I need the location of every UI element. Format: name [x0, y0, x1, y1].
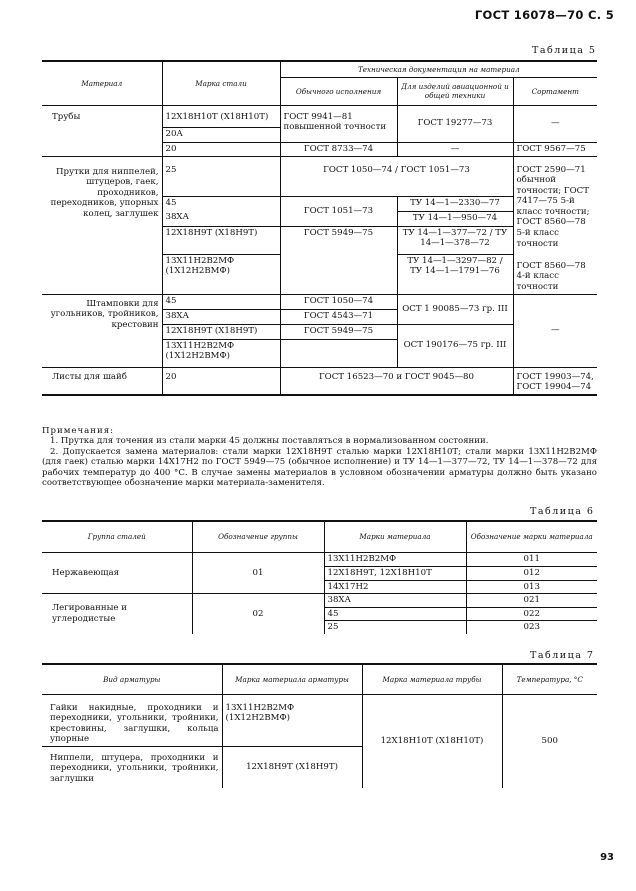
t5-cell: Прутки для ниппелей, штуцеров, гаек, проходников, переходников, упорных колец, заглушек: [42, 156, 162, 294]
t6-cell: 013: [466, 580, 597, 594]
t5-head-aviation: Для изделий авиационной и общей техники: [397, 77, 513, 105]
t7-cell: Гайки накидные, проходники и переходники, угольники, тройники, крестовины, заглушки, кольца упорные: [50, 702, 219, 745]
t5-cell: ГОСТ 1050—74: [280, 294, 397, 309]
t6-cell: 022: [466, 607, 597, 621]
t5-cell: —: [513, 294, 597, 367]
t7-head: Марка материала трубы: [362, 664, 502, 694]
t5-cell: ТУ 14—1—3297—82 / ТУ 14—1—1791—76: [397, 254, 513, 294]
t6-cell: 14Х17Н2: [324, 580, 466, 594]
t5-cell: ГОСТ 8560—78 4-й класс точности: [513, 254, 597, 294]
t5-cell: ГОСТ 9567—75: [513, 142, 597, 156]
table-6: [42, 520, 597, 634]
t5-cell: —: [513, 105, 597, 142]
note-item: 2. Допускается замена материалов: стали марки 12Х18Н9Т сталью марки 12Х18Н10Т; стали марки 13Х11Н2В2МФ (для гаек) сталью марки 14Х17Н2 по ГОСТ 5949—75 (обычное исполнение) и ТУ 14—1—377—72, ТУ 14—1—378—72 для рабочих температур до 400 °С. В случае замены материалов в условном обозначении арматуры должно быть указано соответствующее обозначение марки материала-заменителя.: [42, 446, 597, 489]
t5-cell: ГОСТ 8733—74: [280, 142, 397, 156]
t7-cell: 12Х18Н9Т (Х18Н9Т): [222, 746, 362, 788]
t7-head: Вид арматуры: [42, 664, 222, 694]
t5-cell: ТУ 14—1—377—72 / ТУ 14—1—378—72: [397, 226, 513, 254]
t6-cell: 13Х11Н2В2МФ: [324, 552, 466, 566]
t5-cell: ГОСТ 4543—71: [280, 309, 397, 324]
t6-head: Обозначение группы: [192, 521, 324, 552]
t7-cell: 500: [502, 694, 597, 788]
t5-cell: ГОСТ 16523—70 и ГОСТ 9045—80: [280, 367, 513, 395]
t6-cell: 45: [324, 607, 466, 621]
t5-cell: 25: [162, 156, 280, 196]
t5-cell: 20А: [162, 127, 280, 142]
t5-head-techdoc: Техническая документация на материал: [280, 61, 597, 77]
t5-cell: Листы для шайб: [42, 367, 162, 395]
t6-cell: 01: [192, 552, 324, 594]
note-item: 1. Прутка для точения из стали марки 45 должны поставляться в нормализованном состоянии.: [50, 436, 489, 447]
page-header: ГОСТ 16078—70 С. 5: [474, 8, 614, 22]
t5-cell: 13Х11Н2В2МФ (1Х12Н2ВМФ): [162, 254, 280, 294]
notes: [42, 426, 597, 488]
t5-cell: —: [397, 142, 513, 156]
t5-cell: ГОСТ 1051—73: [280, 196, 397, 226]
t7-head: Марка материала арматуры: [222, 664, 362, 694]
t6-cell: 021: [466, 594, 597, 608]
t6-cell: 38ХА: [324, 594, 466, 608]
t5-cell: 13Х11Н2В2МФ (1Х12Н2ВМФ): [162, 339, 280, 367]
table6-caption: Таблица 6: [530, 506, 595, 517]
table7-caption: Таблица 7: [530, 650, 595, 661]
t6-cell: 02: [192, 594, 324, 634]
t5-cell: Трубы: [52, 111, 81, 122]
t5-head-regular: Обычного исполнения: [280, 77, 397, 105]
t5-cell: ГОСТ 19903—74, ГОСТ 19904—74: [513, 367, 597, 395]
table-5: [42, 60, 597, 396]
t5-cell: 38ХА: [162, 309, 280, 324]
t5-cell: 20: [162, 367, 280, 395]
t5-head-material: Материал: [42, 61, 162, 105]
t5-cell: 20: [162, 142, 280, 156]
t5-cell: ГОСТ 1050—74 / ГОСТ 1051—73: [280, 156, 513, 196]
t7-cell: Ниппели, штуцера, проходники и переходники, угольники, тройники, заглушки: [42, 746, 222, 788]
t5-cell: 45: [162, 196, 280, 211]
t6-head: Марки материала: [324, 521, 466, 552]
t5-cell: ТУ 14—1—2330—77: [397, 196, 513, 211]
t6-cell: 12Х18Н9Т, 12Х18Н10Т: [324, 566, 466, 580]
t6-head: Обозначение марки материала: [466, 521, 597, 552]
t5-cell: 38ХА: [162, 211, 280, 226]
t5-cell: ГОСТ 5949—75: [280, 324, 397, 339]
t5-cell: 45: [162, 294, 280, 309]
t5-head-assortment: Сортамент: [513, 77, 597, 105]
t6-cell: 25: [324, 621, 466, 634]
t5-head-steel: Марка стали: [162, 61, 280, 105]
t5-cell: ГОСТ 2590—71 обычной точности; ГОСТ 7417—75 5-й класс точности; ГОСТ 8560—78 5-й класс точности: [513, 156, 597, 254]
t5-cell: 12Х18Н9Т (Х18Н9Т): [162, 226, 280, 254]
table-7: [42, 663, 597, 788]
t5-cell: 12Х18Н9Т (Х18Н9Т): [162, 324, 280, 339]
t5-cell: Штамповки для угольников, тройников, крестовин: [42, 294, 162, 367]
t5-cell: ТУ 14—1—950—74: [397, 211, 513, 226]
t7-cell: 12Х18Н10Т (Х18Н10Т): [362, 694, 502, 788]
t6-head: Группа сталей: [42, 521, 192, 552]
t5-cell: ГОСТ 9941—81 повышенной точности: [280, 105, 397, 142]
page-number: 93: [600, 852, 614, 863]
t5-cell: ГОСТ 5949—75: [280, 226, 397, 294]
table5-caption: Таблица 5: [532, 45, 597, 56]
t6-cell: Нержавеющая: [52, 567, 120, 578]
t6-cell: Легированные и углеродистые: [42, 594, 192, 634]
t7-cell: 13Х11Н2В2МФ (1Х12Н2ВМФ): [222, 694, 362, 746]
t6-cell: 011: [466, 552, 597, 566]
t5-cell: [280, 339, 397, 367]
t6-cell: 023: [466, 621, 597, 634]
t6-cell: 012: [466, 566, 597, 580]
t5-cell: 12Х18Н10Т (Х18Н10Т): [162, 105, 280, 127]
notes-title: Примечания:: [42, 426, 115, 436]
t7-head: Температура, °С: [502, 664, 597, 694]
t5-cell: ОСТ 1 90085—73 гр. III: [397, 294, 513, 324]
t5-cell: ГОСТ 19277—73: [397, 105, 513, 142]
t5-cell: ОСТ 190176—75 гр. III: [397, 324, 513, 367]
